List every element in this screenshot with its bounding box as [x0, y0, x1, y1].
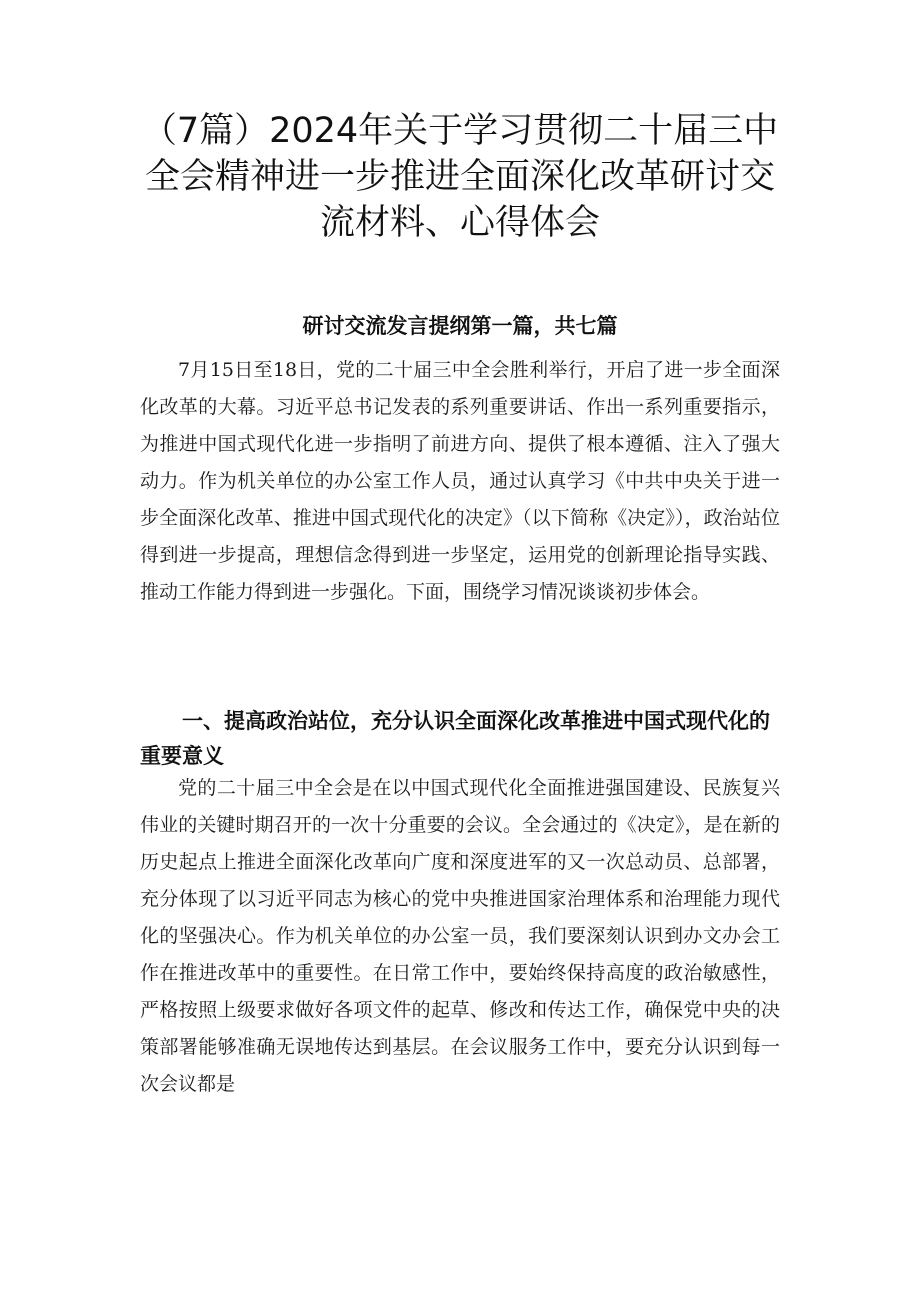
body-paragraph-intro: 7月15日至18日，党的二十届三中全会胜利举行，开启了进一步全面深化改革的大幕。习近平总书记发表的系列重要讲话、作出一系列重要指示，为推进中国式现代化进一步指明了前进方向、提供了根本遵循、注入了强大动力。作为机关单位的办公室工作人员，通过认真学习《中共中央关于进一步全面深化改革、推进中国式现代化的决定》（以下简称《决定》），政治站位得到进一步提高，理想信念得到进一步坚定，运用党的创新理论指导实践、推动工作能力得到进一步强化。下面，围绕学习情况谈谈初步体会。 [140, 359, 780, 603]
section-heading-1: 一、提高政治站位，充分认识全面深化改革推进中国式现代化的重要意义 [140, 709, 770, 768]
body-paragraph-section-1: 党的二十届三中全会是在以中国式现代化全面推进强国建设、民族复兴伟业的关键时期召开的一次十分重要的会议。全会通过的《决定》，是在新的历史起点上推进全面深化改革向广度和深度进军的又一次总动员、总部署，充分体现了以习近平同志为核心的党中央推进国家治理体系和治理能力现代化的坚强决心。作为机关单位的办公室一员，我们要深刻认识到办文办会工作在推进改革中的重要性。在日常工作中，要始终保持高度的政治敏感性，严格按照上级要求做好各项文件的起草、修改和传达工作，确保党中央的决策部署能够准确无误地传达到基层。在会议服务工作中，要充分认识到每一次会议都是 [140, 777, 780, 1095]
document-subtitle: 研讨交流发言提纲第一篇，共七篇 [302, 314, 618, 338]
document-title: （7篇）2024年关于学习贯彻二十届三中全会精神进一步推进全面深化改革研讨交流材料、心得体会 [141, 111, 779, 243]
